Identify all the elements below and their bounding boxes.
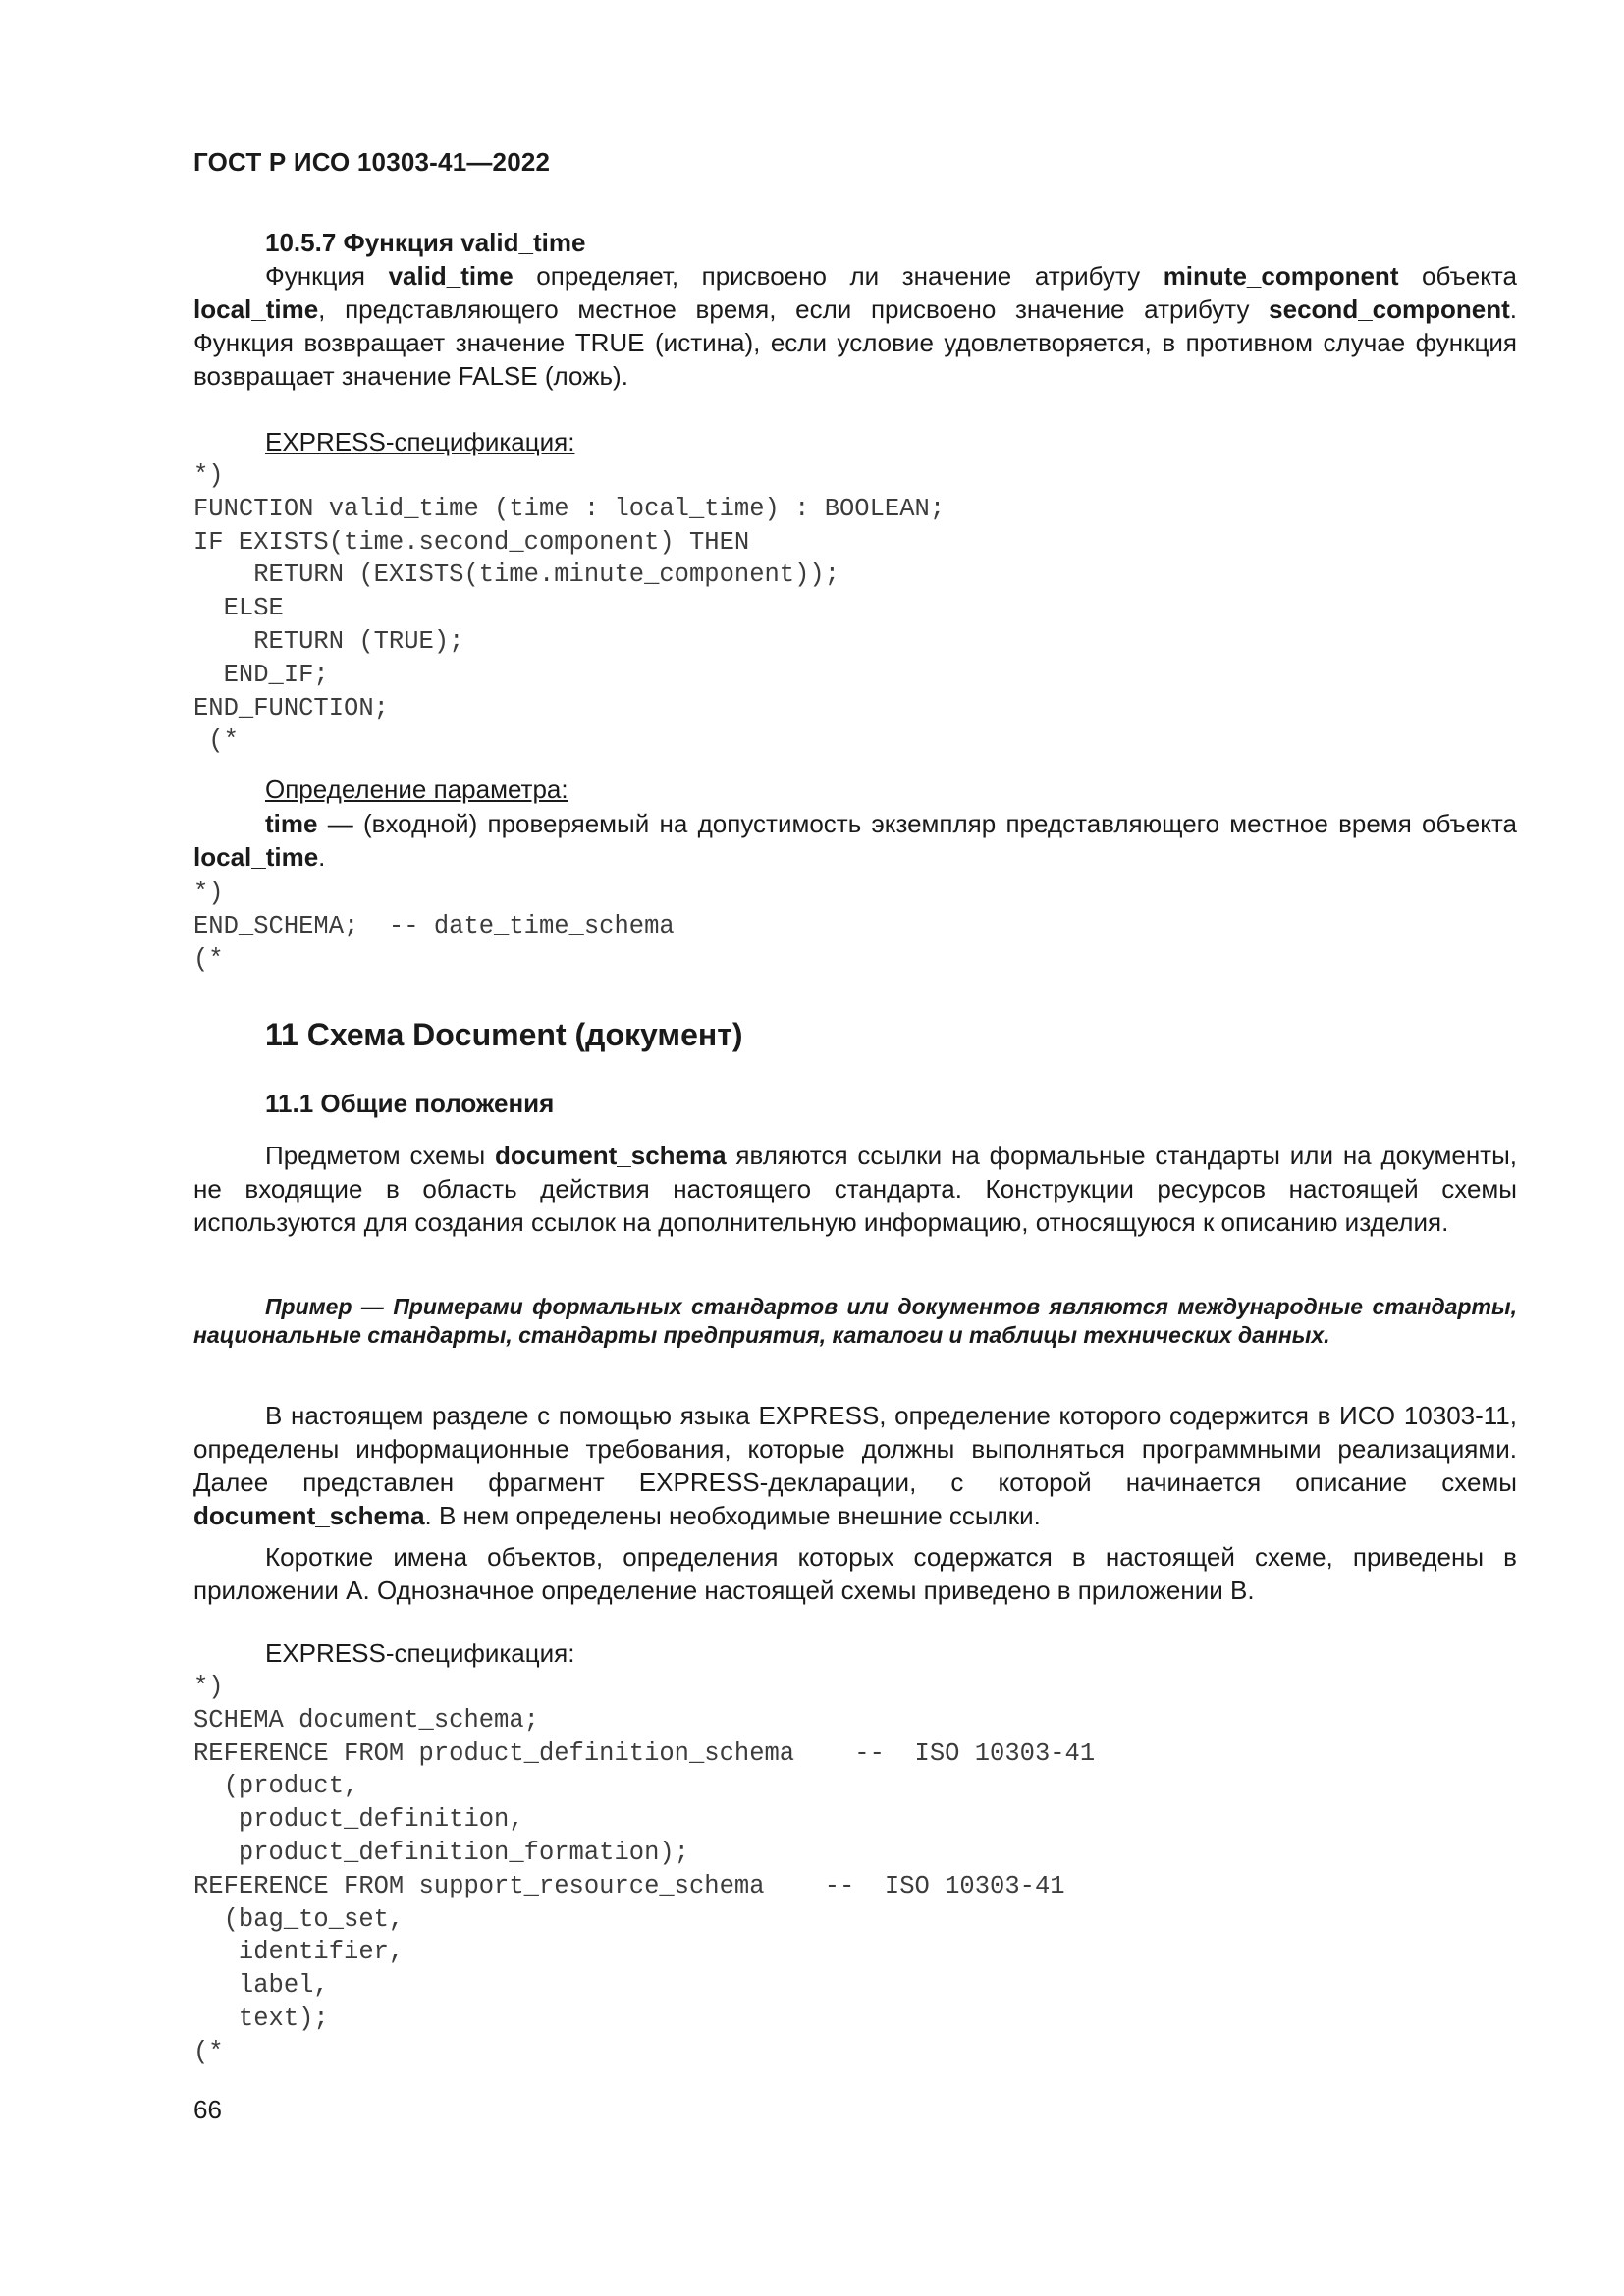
express-spec-label: EXPRESS-спецификация: [265, 427, 575, 456]
short-names-paragraph: Короткие имена объектов, определения которых содержатся в настоящей схеме, приведены в приложении А. Однозначное определение настоящей схемы приведено в приложении В. [193, 1542, 1517, 1605]
section-heading-10-5-7: 10.5.7 Функция valid_time [265, 228, 586, 257]
document-schema-code: *) SCHEMA document_schema; REFERENCE FROM product_definition_schema -- ISO 10303-41 (product, product_definition, product_definition_formation); REFERENCE FROM support_resource_schema -- ISO 10303-41 (bag_to_set, identifier, label, text); (* [193, 1673, 1096, 2066]
page-number: 66 [193, 2095, 222, 2124]
section-heading-11-1: 11.1 Общие положения [265, 1089, 555, 1118]
section-heading-11: 11 Схема Document (документ) [265, 1017, 743, 1052]
parameter-definition-label: Определение параметра: [265, 774, 568, 804]
end-schema-code: *) END_SCHEMA; -- date_time_schema (* [193, 879, 675, 974]
valid-time-description: Функция valid_time определяет, присвоено ли значение атрибуту minute_component объекта local_time, представляющего местное время, если присвоено значение атрибуту second_component. Функция возвращает значение TRUE (истина), если условие удовлетворяется, в противном случае функция возвращает значение FALSE (ложь). [193, 261, 1517, 391]
express-requirements-paragraph: В настоящем разделе с помощью языка EXPRESS, определение которого содержится в ИСО 10303-11, определены информационные требования, которые должны выполняться программными реализациями. Далее представлен фрагмент EXPRESS-декларации, с которой начинается описание схемы document_schema. В нем определены необходимые внешние ссылки. [193, 1401, 1517, 1530]
express-spec-label-2: EXPRESS-спецификация: [265, 1638, 575, 1668]
parameter-time-description: time — (входной) проверяемый на допустимость экземпляр представляющего местное время объекта local_time. [193, 809, 1517, 872]
document-header: ГОСТ Р ИСО 10303-41—2022 [193, 147, 551, 177]
example-note: Пример — Примерами формальных стандартов или документов являются международные стандарты, национальные стандарты, стандарты предприятия, каталоги и таблицы технических данных. [193, 1294, 1517, 1348]
document-schema-intro: Предметом схемы document_schema являются ссылки на формальные стандарты или на документы, не входящие в область действия настоящего стандарта. Конструкции ресурсов настоящей схемы используются для создания ссылок на дополнительную информацию, относящуюся к описанию изделия. [193, 1141, 1517, 1237]
valid-time-code: *) FUNCTION valid_time (time : local_time) : BOOLEAN; IF EXISTS(time.second_component) THEN RETURN (EXISTS(time.minute_component)); ELSE RETURN (TRUE); END_IF; END_FUNCTION; (* [193, 461, 946, 756]
